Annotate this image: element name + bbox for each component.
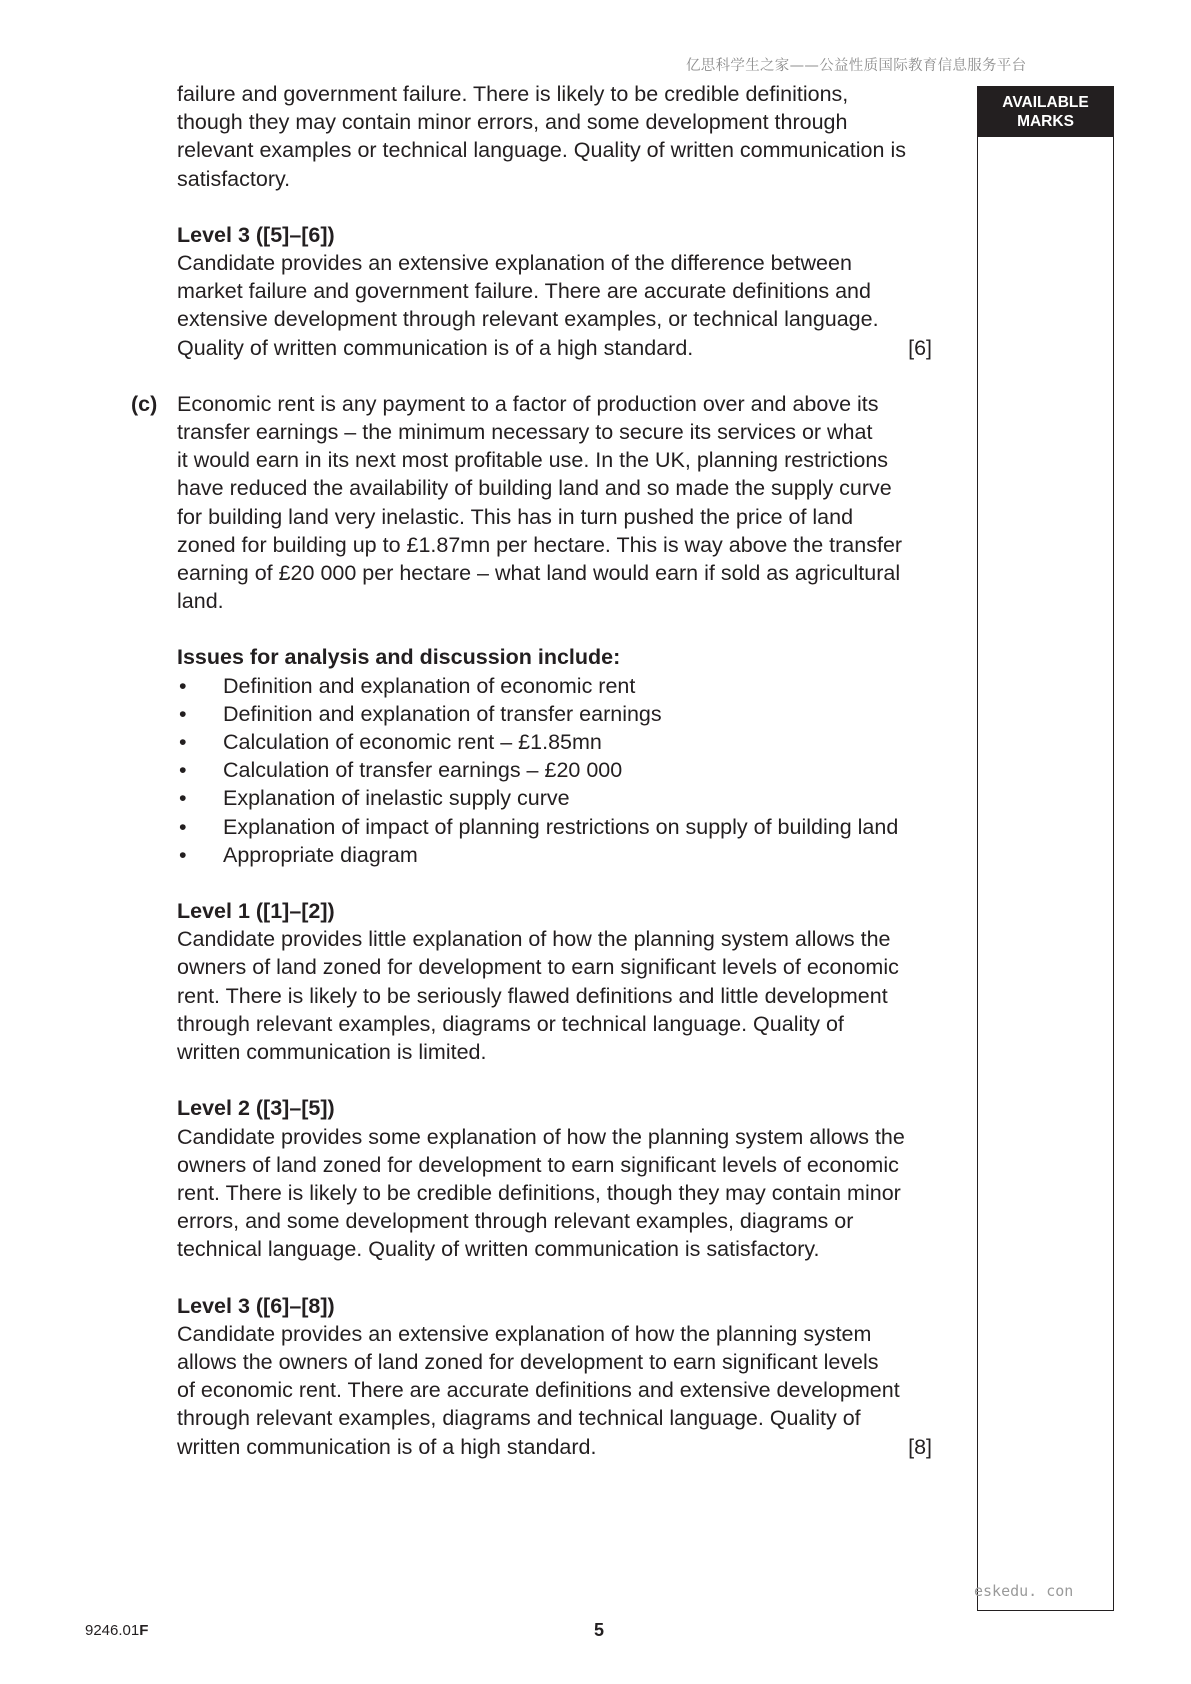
list-item-text: Definition and explanation of transfer earnings [223,701,662,726]
text-line: errors, and some development through relevant examples, diagrams or [177,1209,854,1234]
paper-code [85,1622,148,1639]
list-item-text: Appropriate diagram [223,842,418,867]
text-line: land. [177,589,224,614]
text-line: Candidate provides an extensive explanation of the difference between [177,251,852,276]
text-line: Candidate provides little explanation of how the planning system allows the [177,927,891,952]
part-c-level2 [177,1094,932,1263]
text-line-with-mark [177,334,932,362]
text-line: market failure and government failure. There are accurate definitions and [177,279,871,304]
list-item-text: Explanation of inelastic supply curve [223,786,570,811]
bullet: • [179,701,187,726]
level-heading: Level 3 ([5]–[6]) [177,222,335,247]
text-line: Economic rent is any payment to a factor of production over and above its [177,391,879,416]
list-item [177,784,932,812]
list-item-text: Definition and explanation of economic rent [223,673,636,698]
text-line: Candidate provides some explanation of how the planning system allows the [177,1124,905,1149]
part-c-section [131,390,932,1461]
text-line-with-mark [177,1433,932,1461]
footer-watermark: eskedu. con [974,1582,1074,1600]
text-line: technical language. Quality of written communication is satisfactory. [177,1237,820,1262]
text-line: rent. There is likely to be credible definitions, though they may contain minor [177,1180,901,1205]
bullet: • [179,758,187,783]
bullet: • [179,730,187,755]
intro-paragraph [177,80,932,193]
text-line: owners of land zoned for development to earn significant levels of economic [177,955,899,980]
text-line: owners of land zoned for development to earn significant levels of economic [177,1152,899,1177]
header-watermark: 亿思科学生之家——公益性质国际教育信息服务平台 [686,58,1027,74]
part-c-label: (c) [131,391,158,416]
paper-code-suffix: F [139,1622,149,1639]
text-line: Candidate provides an extensive explanation of how the planning system [177,1321,872,1346]
available-marks-label-line1: AVAILABLE [1002,94,1089,111]
text-line: relevant examples or technical language. Quality of written communication is [177,138,906,163]
list-item [177,813,932,841]
list-item-text: Calculation of economic rent – £1.85mn [223,730,602,755]
text-line: satisfactory. [177,166,291,191]
bullet: • [179,842,187,867]
text-line: rent. There is likely to be seriously flawed definitions and little development [177,983,888,1008]
page-number: 5 [594,1620,605,1640]
level-heading: Level 2 ([3]–[5]) [177,1096,335,1121]
list-item [177,672,932,700]
text-line: of economic rent. There are accurate definitions and extensive development [177,1378,900,1403]
text-line: Quality of written communication is of a high standard. [177,335,694,360]
text-line: written communication is of a high standard. [177,1434,597,1459]
issues-list [177,672,932,869]
list-item-text: Explanation of impact of planning restrictions on supply of building land [223,814,899,839]
text-line: failure and government failure. There is likely to be credible definitions, [177,82,849,106]
level-heading: Level 1 ([1]–[2]) [177,899,335,924]
text-line: transfer earnings – the minimum necessary to secure its services or what [177,420,873,445]
text-line: though they may contain minor errors, and some development through [177,110,848,135]
available-marks-label-line2: MARKS [1017,113,1074,130]
list-item [177,728,932,756]
level-heading: Level 3 ([6]–[8]) [177,1293,335,1318]
list-item-text: Calculation of transfer earnings – £20 000 [223,758,623,783]
part-c-level1 [177,897,932,1066]
text-line: have reduced the availability of building land and so made the supply curve [177,476,892,501]
text-line: written communication is limited. [177,1040,487,1065]
part-b-level3 [177,221,932,362]
text-line: earning of £20 000 per hectare – what land would earn if sold as agricultural [177,561,901,586]
bullet: • [179,814,187,839]
mark-allocation: [8] [908,1434,932,1459]
bullet: • [179,673,187,698]
mark-allocation: [6] [908,335,932,360]
text-line: it would earn in its next most profitable use. In the UK, planning restrictions [177,448,889,473]
text-line: for building land very inelastic. This has in turn pushed the price of land [177,504,854,529]
issues-heading: Issues for analysis and discussion include: [177,645,621,670]
text-line: through relevant examples, diagrams or technical language. Quality of [177,1011,844,1036]
text-line: zoned for building up to £1.87mn per hectare. This is way above the transfer [177,532,903,557]
list-item [177,700,932,728]
paper-code-number: 9246.01 [85,1622,140,1639]
list-item [177,841,932,869]
part-c-level3 [177,1292,932,1461]
text-line: through relevant examples, diagrams and technical language. Quality of [177,1406,861,1431]
bullet: • [179,786,187,811]
mark-scheme-content [131,80,932,1461]
text-line: allows the owners of land zoned for development to earn significant levels [177,1349,879,1374]
list-item [177,756,932,784]
available-marks-header [978,87,1113,137]
available-marks-column [977,86,1114,1611]
text-line: extensive development through relevant examples, or technical language. [177,307,879,332]
